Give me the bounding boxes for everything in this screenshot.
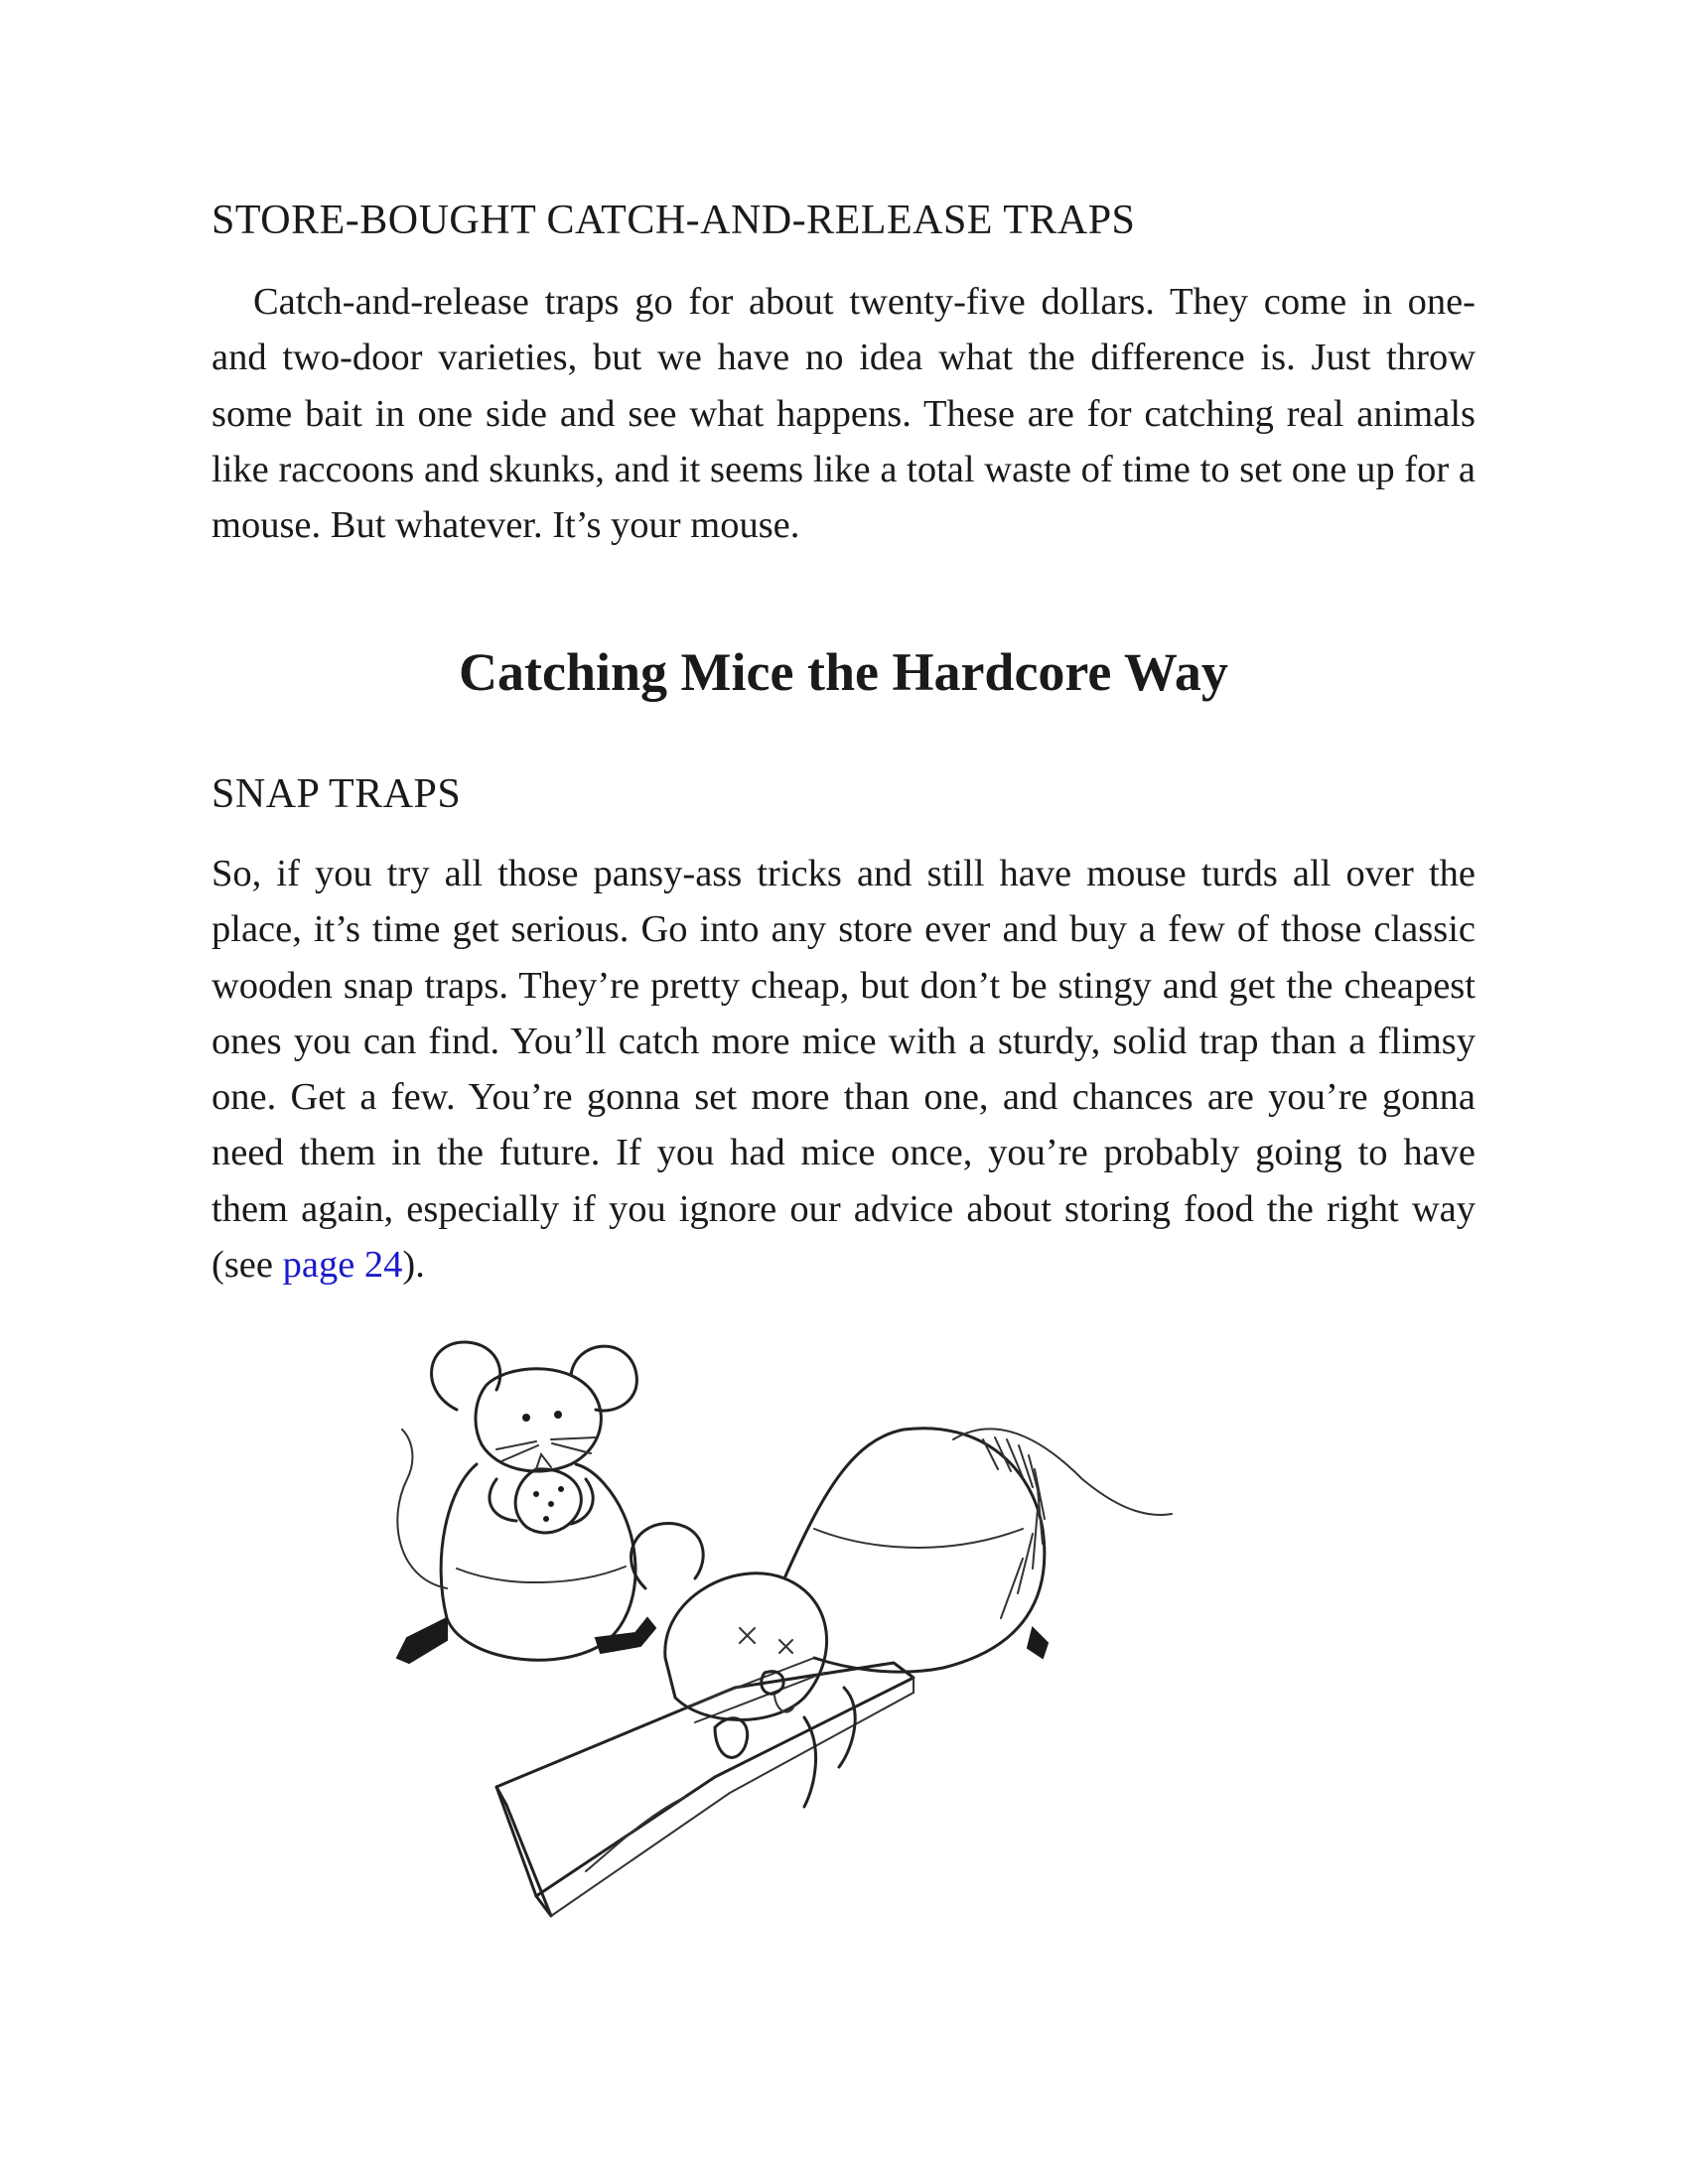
snap-traps-text-end: ). — [402, 1244, 425, 1287]
mice-snap-trap-illustration — [387, 1330, 1321, 1926]
trapped-mouse-drawing — [496, 1429, 1172, 1916]
catch-release-paragraph: Catch-and-release traps go for about twenty-five dollars. They come in one- and two-door varieties, but we have no idea what the difference is. Just throw some bait in one side and see what happens. These are for catching real animals like raccoons and skunks, and it seems like a total waste of time to set one up for a mouse. But whatever. It’s your mouse. — [211, 281, 1476, 547]
snap-traps-text: So, if you try all those pansy-ass tricks and still have mouse turds all over the place, it’s time get serious. Go into any store ever and buy a few of those classic wooden snap traps. They’re pretty cheap, but don’t be stingy and get the cheapest ones you can find. You’ll catch more mice with a sturdy, solid trap than a flimsy one. Get a few. You’re gonna set more than one, and chances are you’re gonna need them in the future. If you had mice once, you’re probably going to have them again, especially if you ignore our advice about storing food the right way (see — [211, 853, 1476, 1287]
chapter-title: Catching Mice the Hardcore Way — [459, 642, 1228, 702]
snap-traps-paragraph — [211, 846, 1476, 1293]
page-reference-link[interactable]: page 24 — [282, 1244, 403, 1287]
section-heading-snap-traps: SNAP TRAPS — [211, 771, 462, 817]
sitting-mouse-drawing — [397, 1342, 655, 1663]
section-heading-catch-release: STORE-BOUGHT CATCH-AND-RELEASE TRAPS — [211, 198, 1136, 243]
illustration-svg — [387, 1330, 1321, 1926]
